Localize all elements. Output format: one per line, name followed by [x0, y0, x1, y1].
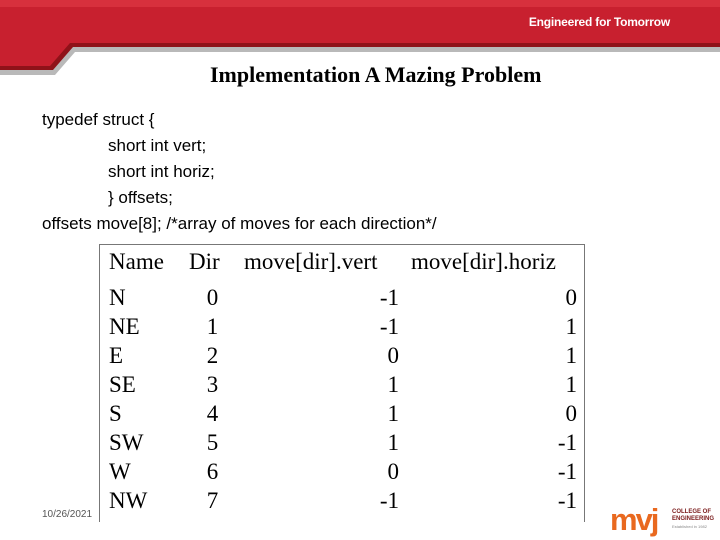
cell-vert: -1	[379, 314, 399, 339]
header-vert: move[dir].vert	[244, 249, 378, 274]
cell-name: E	[109, 343, 124, 368]
header-dir: Dir	[189, 249, 220, 274]
cell-name: N	[109, 285, 126, 310]
code-block	[42, 107, 437, 237]
cell-dir: 7	[206, 488, 219, 513]
cell-dir: 1	[206, 314, 219, 339]
cell-dir: 0	[206, 285, 219, 310]
cell-name: S	[109, 401, 122, 426]
cell-horiz: 1	[565, 372, 577, 397]
table-row	[100, 488, 584, 517]
cell-horiz: 0	[565, 401, 577, 426]
code-line: } offsets;	[108, 188, 173, 207]
cell-dir: 4	[206, 401, 219, 426]
cell-dir: 2	[206, 343, 219, 368]
cell-name: NW	[109, 488, 148, 513]
cell-name: SW	[109, 430, 144, 455]
cell-vert: -1	[379, 488, 399, 513]
cell-horiz: -1	[557, 430, 577, 455]
table-row	[100, 314, 584, 343]
logo-line: COLLEGE OF	[672, 509, 711, 515]
cell-vert: 1	[387, 401, 399, 426]
table-row	[100, 343, 584, 372]
cell-dir: 3	[206, 372, 219, 397]
table-row	[100, 285, 584, 314]
cell-name: NE	[109, 314, 140, 339]
code-line: typedef struct {	[42, 110, 155, 129]
table-header-row	[100, 249, 584, 278]
cell-dir: 5	[206, 430, 219, 455]
cell-horiz: 0	[565, 285, 577, 310]
header-horiz: move[dir].horiz	[411, 249, 556, 274]
table-row	[100, 401, 584, 430]
cell-name: SE	[109, 372, 136, 397]
logo-line: ENGINEERING	[672, 516, 715, 522]
cell-horiz: 1	[565, 343, 577, 368]
cell-horiz: 1	[565, 314, 577, 339]
cell-dir: 6	[206, 459, 219, 484]
code-line: short int horiz;	[108, 162, 215, 181]
code-line: offsets move[8]; /*array of moves for each direction*/	[42, 214, 437, 233]
header-tagline: Engineered for Tomorrow	[528, 15, 670, 29]
cell-vert: 0	[387, 343, 399, 368]
header-name: Name	[109, 249, 164, 274]
logo-sub: Established in 1982	[672, 524, 707, 529]
footer-date: 10/26/2021	[42, 509, 93, 520]
cell-vert: 1	[387, 430, 399, 455]
college-logo	[610, 500, 720, 540]
cell-vert: 1	[387, 372, 399, 397]
cell-name: W	[109, 459, 131, 484]
cell-vert: 0	[387, 459, 399, 484]
slide-title: Implementation A Mazing Problem	[210, 62, 542, 87]
table-row	[100, 372, 584, 401]
banner-red-shape	[0, 0, 720, 66]
table-row	[100, 430, 584, 459]
cell-vert: -1	[379, 285, 399, 310]
logo-text	[672, 509, 714, 530]
logo-mark: mvj	[610, 502, 658, 537]
cell-horiz: -1	[557, 459, 577, 484]
moves-table	[99, 244, 585, 522]
cell-horiz: -1	[557, 488, 577, 513]
code-line: short int vert;	[108, 136, 207, 155]
table-row	[100, 459, 584, 488]
